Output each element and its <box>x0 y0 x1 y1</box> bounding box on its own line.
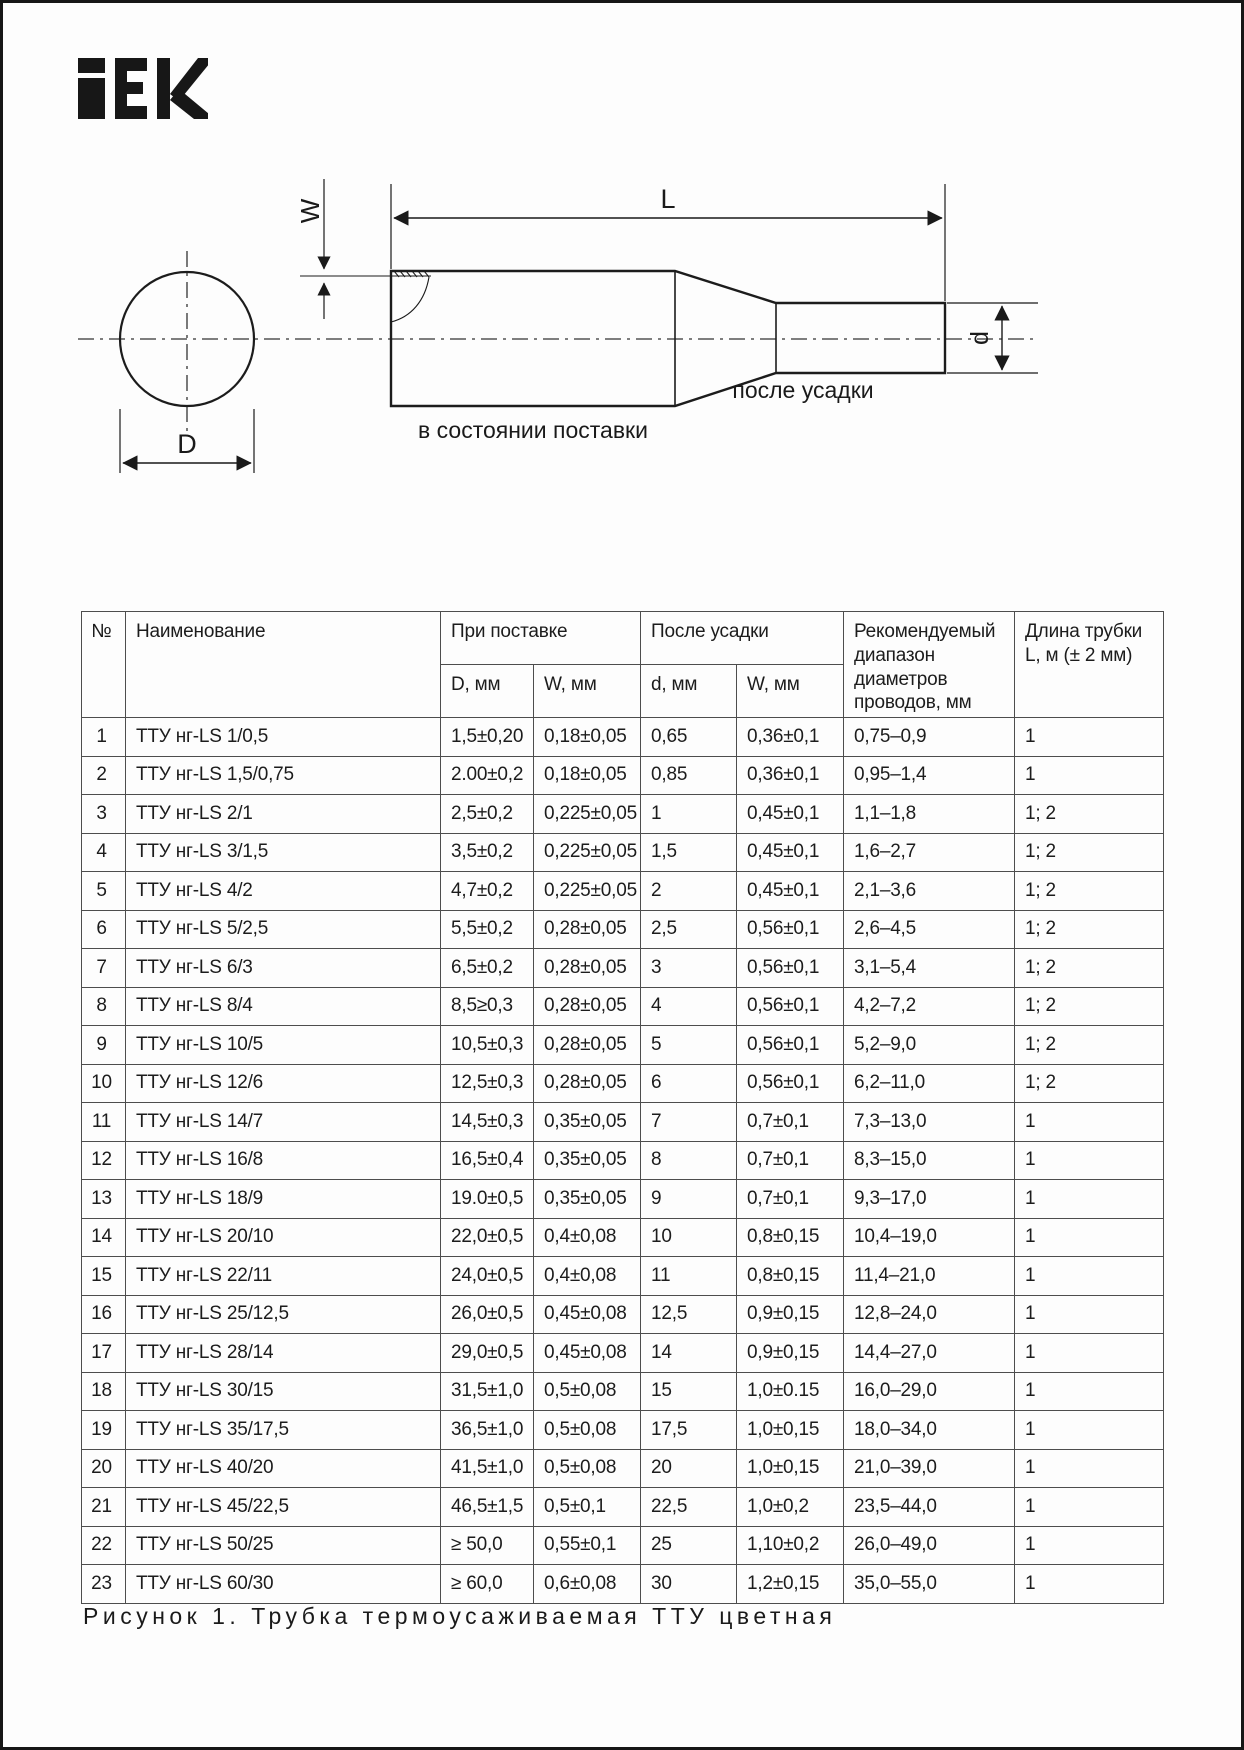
cell-shrink-d: 11 <box>641 1257 737 1296</box>
cell-length: 1 <box>1015 1180 1164 1219</box>
cell-length: 1; 2 <box>1015 833 1164 872</box>
cell-delivery-w: 0,5±0,08 <box>534 1411 641 1450</box>
cell-shrink-d: 1 <box>641 795 737 834</box>
table-row <box>82 1180 1164 1219</box>
cell-delivery-w: 0,45±0,08 <box>534 1295 641 1334</box>
cell-shrink-d: 30 <box>641 1565 737 1604</box>
cell-range: 11,4–21,0 <box>844 1257 1015 1296</box>
header-length: Длина трубки L, м (± 2 мм) <box>1015 612 1164 718</box>
cell-range: 16,0–29,0 <box>844 1372 1015 1411</box>
cell-name: ТТУ нг-LS 5/2,5 <box>126 910 441 949</box>
cell-delivery-d: 1,5±0,20 <box>441 718 534 757</box>
cell-length: 1 <box>1015 1141 1164 1180</box>
table-row <box>82 949 1164 988</box>
cell-length: 1 <box>1015 1411 1164 1450</box>
cell-delivery-d: 41,5±1,0 <box>441 1449 534 1488</box>
cell-length: 1 <box>1015 1449 1164 1488</box>
cell-delivery-w: 0,28±0,05 <box>534 949 641 988</box>
cell-name: ТТУ нг-LS 3/1,5 <box>126 833 441 872</box>
cell-length: 1 <box>1015 1334 1164 1373</box>
cell-num: 4 <box>82 833 126 872</box>
cell-range: 26,0–49,0 <box>844 1526 1015 1565</box>
cell-delivery-d: 46,5±1,5 <box>441 1488 534 1527</box>
cell-delivery-w: 0,4±0,08 <box>534 1257 641 1296</box>
cell-shrink-d: 9 <box>641 1180 737 1219</box>
cell-delivery-d: 10,5±0,3 <box>441 1026 534 1065</box>
header-num: № <box>82 612 126 718</box>
cell-name: ТТУ нг-LS 20/10 <box>126 1218 441 1257</box>
cell-delivery-d: ≥ 50,0 <box>441 1526 534 1565</box>
cell-name: ТТУ нг-LS 22/11 <box>126 1257 441 1296</box>
cell-shrink-w: 0,45±0,1 <box>737 872 844 911</box>
cell-name: ТТУ нг-LS 1,5/0,75 <box>126 756 441 795</box>
cell-shrink-w: 0,45±0,1 <box>737 833 844 872</box>
table-row <box>82 1257 1164 1296</box>
table-body <box>82 718 1164 1604</box>
cell-shrink-w: 0,56±0,1 <box>737 987 844 1026</box>
cell-name: ТТУ нг-LS 50/25 <box>126 1526 441 1565</box>
cell-length: 1 <box>1015 1103 1164 1142</box>
cell-shrink-w: 0,56±0,1 <box>737 910 844 949</box>
cell-shrink-w: 0,8±0,15 <box>737 1218 844 1257</box>
cell-range: 12,8–24,0 <box>844 1295 1015 1334</box>
cell-num: 13 <box>82 1180 126 1219</box>
cell-shrink-d: 2,5 <box>641 910 737 949</box>
table-row <box>82 1141 1164 1180</box>
cell-name: ТТУ нг-LS 14/7 <box>126 1103 441 1142</box>
cell-delivery-w: 0,55±0,1 <box>534 1526 641 1565</box>
cell-name: ТТУ нг-LS 6/3 <box>126 949 441 988</box>
cell-name: ТТУ нг-LS 30/15 <box>126 1372 441 1411</box>
cell-range: 3,1–5,4 <box>844 949 1015 988</box>
header-name: Наименование <box>126 612 441 718</box>
cell-shrink-d: 0,85 <box>641 756 737 795</box>
cell-length: 1 <box>1015 1295 1164 1334</box>
table-row <box>82 987 1164 1026</box>
cell-delivery-d: 24,0±0,5 <box>441 1257 534 1296</box>
cell-range: 8,3–15,0 <box>844 1141 1015 1180</box>
cell-name: ТТУ нг-LS 45/22,5 <box>126 1488 441 1527</box>
cell-num: 17 <box>82 1334 126 1373</box>
cell-num: 21 <box>82 1488 126 1527</box>
cell-shrink-d: 6 <box>641 1064 737 1103</box>
cell-delivery-d: ≥ 60,0 <box>441 1565 534 1604</box>
cell-shrink-w: 0,9±0,15 <box>737 1295 844 1334</box>
cell-name: ТТУ нг-LS 25/12,5 <box>126 1295 441 1334</box>
cell-range: 35,0–55,0 <box>844 1565 1015 1604</box>
cell-num: 12 <box>82 1141 126 1180</box>
cell-num: 1 <box>82 718 126 757</box>
cell-delivery-d: 19.0±0,5 <box>441 1180 534 1219</box>
cell-delivery-d: 3,5±0,2 <box>441 833 534 872</box>
table-row <box>82 1026 1164 1065</box>
table-row <box>82 1372 1164 1411</box>
cell-length: 1 <box>1015 1526 1164 1565</box>
table-row <box>82 1488 1164 1527</box>
cell-num: 5 <box>82 872 126 911</box>
cell-name: ТТУ нг-LS 40/20 <box>126 1449 441 1488</box>
cell-num: 14 <box>82 1218 126 1257</box>
cell-range: 1,1–1,8 <box>844 795 1015 834</box>
dim-label-W: W <box>295 198 325 224</box>
cell-range: 23,5–44,0 <box>844 1488 1015 1527</box>
cell-name: ТТУ нг-LS 10/5 <box>126 1026 441 1065</box>
cell-delivery-d: 2,5±0,2 <box>441 795 534 834</box>
cell-delivery-d: 4,7±0,2 <box>441 872 534 911</box>
cell-range: 18,0–34,0 <box>844 1411 1015 1450</box>
table-row <box>82 1295 1164 1334</box>
cell-range: 7,3–13,0 <box>844 1103 1015 1142</box>
cell-shrink-d: 1,5 <box>641 833 737 872</box>
cell-shrink-w: 0,56±0,1 <box>737 949 844 988</box>
cell-delivery-w: 0,45±0,08 <box>534 1334 641 1373</box>
cell-shrink-w: 0,45±0,1 <box>737 795 844 834</box>
cell-length: 1; 2 <box>1015 987 1164 1026</box>
cell-delivery-d: 29,0±0,5 <box>441 1334 534 1373</box>
cell-name: ТТУ нг-LS 4/2 <box>126 872 441 911</box>
cell-shrink-w: 1,0±0.15 <box>737 1372 844 1411</box>
table-row <box>82 718 1164 757</box>
cell-delivery-w: 0,225±0,05 <box>534 872 641 911</box>
cell-delivery-w: 0,5±0,08 <box>534 1372 641 1411</box>
cell-shrink-w: 0,8±0,15 <box>737 1257 844 1296</box>
table-row <box>82 1218 1164 1257</box>
cell-delivery-w: 0,35±0,05 <box>534 1103 641 1142</box>
header-delivery-d: D, мм <box>441 665 534 718</box>
table-row <box>82 910 1164 949</box>
cell-length: 1 <box>1015 756 1164 795</box>
cell-shrink-w: 0,9±0,15 <box>737 1334 844 1373</box>
cell-delivery-d: 36,5±1,0 <box>441 1411 534 1450</box>
header-shrink-w: W, мм <box>737 665 844 718</box>
cell-delivery-w: 0,28±0,05 <box>534 910 641 949</box>
table-row <box>82 1565 1164 1604</box>
cell-range: 21,0–39,0 <box>844 1449 1015 1488</box>
cell-delivery-w: 0,28±0,05 <box>534 1026 641 1065</box>
table-row <box>82 795 1164 834</box>
cell-length: 1; 2 <box>1015 872 1164 911</box>
cell-shrink-d: 0,65 <box>641 718 737 757</box>
cell-length: 1; 2 <box>1015 1064 1164 1103</box>
cell-range: 0,95–1,4 <box>844 756 1015 795</box>
tube-drawing <box>63 151 1123 483</box>
cell-shrink-d: 20 <box>641 1449 737 1488</box>
cell-shrink-d: 7 <box>641 1103 737 1142</box>
cell-num: 19 <box>82 1411 126 1450</box>
table-row <box>82 833 1164 872</box>
table-row <box>82 1449 1164 1488</box>
cell-name: ТТУ нг-LS 16/8 <box>126 1141 441 1180</box>
cell-length: 1 <box>1015 1257 1164 1296</box>
cell-num: 2 <box>82 756 126 795</box>
cell-num: 18 <box>82 1372 126 1411</box>
cell-range: 6,2–11,0 <box>844 1064 1015 1103</box>
cell-length: 1; 2 <box>1015 795 1164 834</box>
cell-length: 1; 2 <box>1015 1026 1164 1065</box>
cell-shrink-d: 25 <box>641 1526 737 1565</box>
cell-shrink-w: 0,36±0,1 <box>737 756 844 795</box>
cell-delivery-d: 8,5≥0,3 <box>441 987 534 1026</box>
cell-shrink-w: 0,7±0,1 <box>737 1180 844 1219</box>
cell-name: ТТУ нг-LS 28/14 <box>126 1334 441 1373</box>
table-row <box>82 1334 1164 1373</box>
cell-shrink-d: 15 <box>641 1372 737 1411</box>
cell-shrink-w: 1,2±0,15 <box>737 1565 844 1604</box>
cell-num: 10 <box>82 1064 126 1103</box>
cell-range: 2,1–3,6 <box>844 872 1015 911</box>
cell-length: 1 <box>1015 718 1164 757</box>
table-row <box>82 1411 1164 1450</box>
header-delivery-w: W, мм <box>534 665 641 718</box>
cell-num: 7 <box>82 949 126 988</box>
cell-num: 22 <box>82 1526 126 1565</box>
cell-shrink-w: 1,10±0,2 <box>737 1526 844 1565</box>
cell-num: 20 <box>82 1449 126 1488</box>
cell-shrink-d: 5 <box>641 1026 737 1065</box>
cell-length: 1 <box>1015 1488 1164 1527</box>
cell-shrink-d: 8 <box>641 1141 737 1180</box>
cell-num: 9 <box>82 1026 126 1065</box>
cell-num: 3 <box>82 795 126 834</box>
cell-shrink-d: 10 <box>641 1218 737 1257</box>
cell-delivery-w: 0,28±0,05 <box>534 987 641 1026</box>
cell-delivery-w: 0,225±0,05 <box>534 795 641 834</box>
cell-shrink-w: 0,56±0,1 <box>737 1064 844 1103</box>
cell-name: ТТУ нг-LS 12/6 <box>126 1064 441 1103</box>
table-row <box>82 756 1164 795</box>
cell-range: 1,6–2,7 <box>844 833 1015 872</box>
cell-length: 1 <box>1015 1218 1164 1257</box>
cell-shrink-w: 0,36±0,1 <box>737 718 844 757</box>
cell-shrink-d: 14 <box>641 1334 737 1373</box>
dim-label-d: d <box>966 331 994 345</box>
cell-num: 6 <box>82 910 126 949</box>
cell-num: 16 <box>82 1295 126 1334</box>
cell-shrink-d: 22,5 <box>641 1488 737 1527</box>
cell-delivery-w: 0,18±0,05 <box>534 756 641 795</box>
cell-num: 15 <box>82 1257 126 1296</box>
cell-delivery-d: 12,5±0,3 <box>441 1064 534 1103</box>
wall-funnel-curve <box>391 277 429 322</box>
cell-shrink-d: 2 <box>641 872 737 911</box>
cell-range: 4,2–7,2 <box>844 987 1015 1026</box>
cell-delivery-w: 0,6±0,08 <box>534 1565 641 1604</box>
cell-shrink-w: 1,0±0,15 <box>737 1449 844 1488</box>
cell-length: 1; 2 <box>1015 949 1164 988</box>
header-delivery-group: При поставке <box>441 612 641 665</box>
dim-label-L: L <box>660 184 676 214</box>
cell-shrink-d: 12,5 <box>641 1295 737 1334</box>
cell-delivery-d: 16,5±0,4 <box>441 1141 534 1180</box>
cell-range: 14,4–27,0 <box>844 1334 1015 1373</box>
table-header <box>82 612 1164 718</box>
cell-range: 10,4–19,0 <box>844 1218 1015 1257</box>
cell-shrink-w: 1,0±0,2 <box>737 1488 844 1527</box>
cell-delivery-w: 0,5±0,08 <box>534 1449 641 1488</box>
cell-delivery-w: 0,5±0,1 <box>534 1488 641 1527</box>
cell-shrink-d: 4 <box>641 987 737 1026</box>
table-row <box>82 1103 1164 1142</box>
cell-shrink-w: 0,7±0,1 <box>737 1141 844 1180</box>
cell-name: ТТУ нг-LS 60/30 <box>126 1565 441 1604</box>
cell-shrink-d: 17,5 <box>641 1411 737 1450</box>
cell-range: 9,3–17,0 <box>844 1180 1015 1219</box>
header-shrink-group: После усадки <box>641 612 844 665</box>
dim-label-D: D <box>177 429 197 459</box>
cell-name: ТТУ нг-LS 1/0,5 <box>126 718 441 757</box>
cell-delivery-w: 0,35±0,05 <box>534 1180 641 1219</box>
table-row <box>82 1064 1164 1103</box>
cell-delivery-w: 0,35±0,05 <box>534 1141 641 1180</box>
cell-shrink-d: 3 <box>641 949 737 988</box>
table-row <box>82 1526 1164 1565</box>
cell-name: ТТУ нг-LS 35/17,5 <box>126 1411 441 1450</box>
cell-name: ТТУ нг-LS 2/1 <box>126 795 441 834</box>
cell-shrink-w: 0,56±0,1 <box>737 1026 844 1065</box>
cell-num: 8 <box>82 987 126 1026</box>
figure-caption: Рисунок 1. Трубка термоусаживаемая ТТУ цветная <box>83 1603 837 1629</box>
spec-table <box>81 611 1164 1604</box>
cell-shrink-w: 1,0±0,15 <box>737 1411 844 1450</box>
cell-delivery-d: 2.00±0,2 <box>441 756 534 795</box>
cell-delivery-d: 14,5±0,3 <box>441 1103 534 1142</box>
cell-delivery-d: 26,0±0,5 <box>441 1295 534 1334</box>
cell-shrink-w: 0,7±0,1 <box>737 1103 844 1142</box>
cell-num: 11 <box>82 1103 126 1142</box>
header-shrink-d: d, мм <box>641 665 737 718</box>
cell-num: 23 <box>82 1565 126 1604</box>
cell-name: ТТУ нг-LS 8/4 <box>126 987 441 1026</box>
label-after-shrink: после усадки <box>732 377 874 403</box>
cell-range: 2,6–4,5 <box>844 910 1015 949</box>
cell-delivery-d: 31,5±1,0 <box>441 1372 534 1411</box>
cell-delivery-w: 0,225±0,05 <box>534 833 641 872</box>
cell-delivery-w: 0,4±0,08 <box>534 1218 641 1257</box>
iek-logo <box>78 58 208 124</box>
cell-length: 1; 2 <box>1015 910 1164 949</box>
table-row <box>82 872 1164 911</box>
cell-delivery-w: 0,18±0,05 <box>534 718 641 757</box>
label-delivery-state: в состоянии поставки <box>418 417 648 443</box>
cell-delivery-d: 22,0±0,5 <box>441 1218 534 1257</box>
cell-length: 1 <box>1015 1565 1164 1604</box>
cell-delivery-w: 0,28±0,05 <box>534 1064 641 1103</box>
header-range: Рекомендуемый диапазон диаметров проводов, мм <box>844 612 1015 718</box>
cell-name: ТТУ нг-LS 18/9 <box>126 1180 441 1219</box>
cell-range: 5,2–9,0 <box>844 1026 1015 1065</box>
cell-range: 0,75–0,9 <box>844 718 1015 757</box>
cell-delivery-d: 6,5±0,2 <box>441 949 534 988</box>
cell-length: 1 <box>1015 1372 1164 1411</box>
cell-delivery-d: 5,5±0,2 <box>441 910 534 949</box>
